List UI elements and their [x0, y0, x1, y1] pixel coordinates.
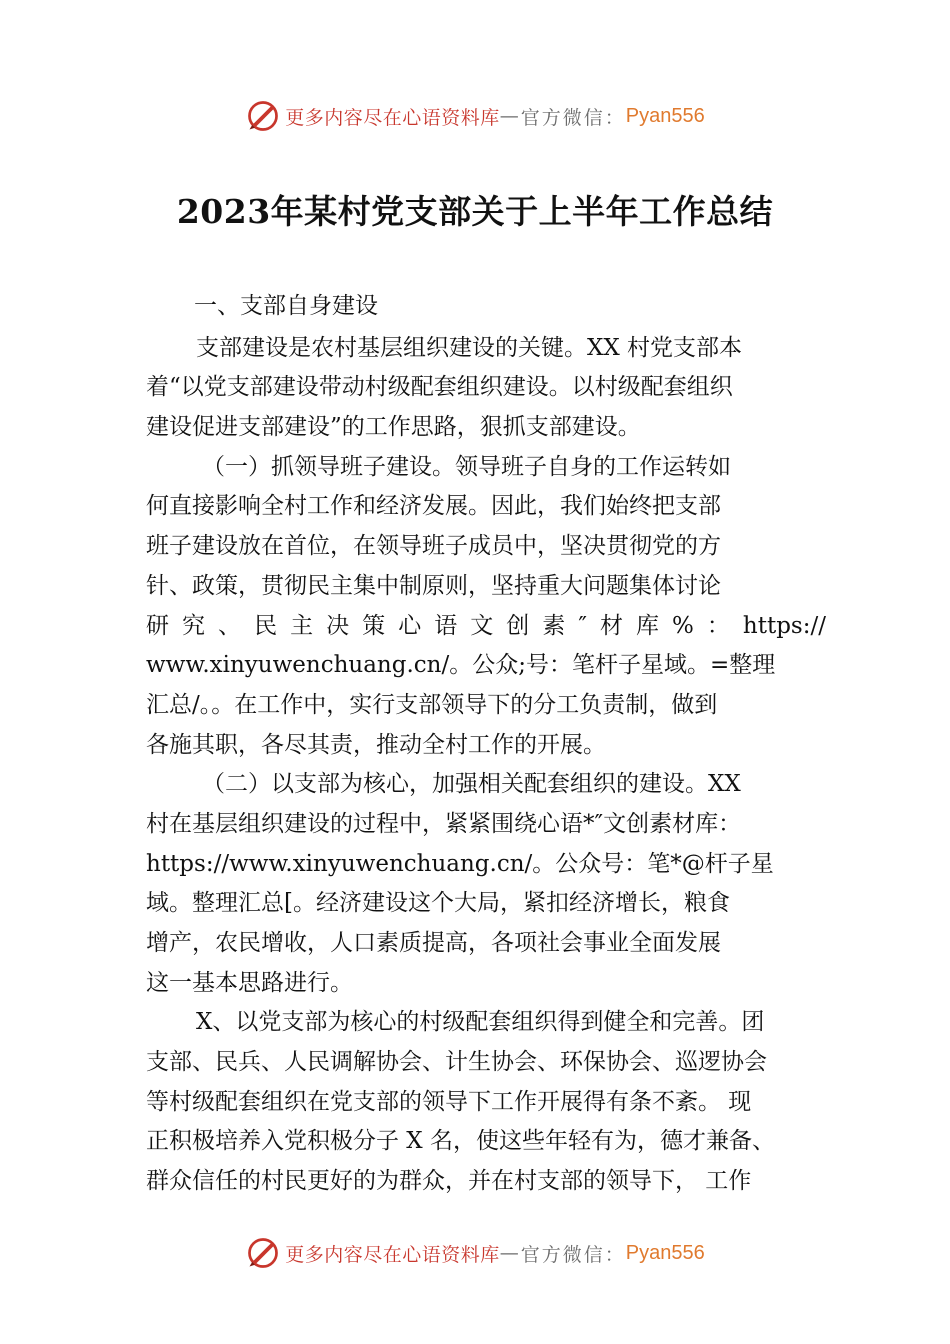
body-line: https://www.xinyuwenchuang.cn/。公众号：笔*@杆子星: [146, 850, 774, 877]
document-body: [146, 287, 826, 1202]
body-line: X、以党支部为核心的村级配套组织得到健全和完善。团: [196, 1009, 765, 1036]
watermark-banner-top: [0, 94, 950, 138]
body-line: 这一基本思路进行。: [146, 969, 353, 996]
body-line: 群众信任的村民更好的为群众，并在村支部的领导下， 工作: [146, 1168, 752, 1195]
pen-logo-icon: [245, 98, 281, 134]
body-line: 研究、民主决策心语文创素″材库%：https://: [146, 612, 826, 639]
body-line: 增产，农民增收，人口素质提高，各项社会事业全面发展: [146, 930, 721, 956]
banner-dash: —: [499, 1242, 521, 1264]
watermark-banner-bottom: [0, 1231, 950, 1275]
pen-logo-icon: [245, 1235, 281, 1271]
body-line: 班子建设放在首位，在领导班子成员中，坚决贯彻党的方: [146, 533, 721, 560]
banner-brand: 更多内容尽在心语资料库: [285, 106, 500, 129]
body-line: 村在基层组织建设的过程中，紧紧围绕心语*″文创素材库：: [146, 810, 742, 837]
body-line: 支部、民兵、人民调解协会、计生协会、环保协会、巡逻协会: [146, 1049, 767, 1076]
body-line: 支部建设是农村基层组织建设的关键。XX 村党支部本: [196, 334, 743, 361]
banner-wechat-id: Pyan556: [625, 1241, 705, 1264]
banner-wechat-id: Pyan556: [625, 104, 705, 127]
document-title: 2023年某村党支部关于上半年工作总结: [176, 192, 774, 231]
body-line: 着“以党支部建设带动村级配套组织建设。以村级配套组织: [146, 374, 733, 401]
body-line: 等村级配套组织在党支部的领导下工作开展得有条不紊。 现: [146, 1088, 752, 1115]
banner-wechat-label: 官方微信：: [520, 1243, 626, 1266]
banner-wechat-label: 官方微信：: [520, 106, 626, 129]
body-line: 各施其职，各尽其责，推动全村工作的开展。: [146, 731, 606, 758]
banner-dash: —: [499, 105, 521, 127]
body-line: （一）抓领导班子建设。领导班子自身的工作运转如: [202, 453, 731, 480]
body-line: （二）以支部为核心，加强相关配套组织的建设。XX: [202, 771, 741, 798]
body-line: 正积极培养入党积极分子 X 名，使这些年轻有为，德才兼备、: [146, 1128, 775, 1155]
body-line: www.xinyuwenchuang.cn/。公众;号：笔杆子星域。=整理: [146, 652, 776, 679]
body-line: 针、政策，贯彻民主集中制原则，坚持重大问题集体讨论: [146, 572, 721, 599]
banner-brand: 更多内容尽在心语资料库: [285, 1243, 500, 1266]
body-line: 汇总/。。在工作中，实行支部领导下的分工负责制，做到: [146, 691, 718, 718]
body-line: 域。整理汇总[。经济建设这个大局，紧扣经济增长，粮食: [146, 890, 730, 917]
body-line: 何直接影响全村工作和经济发展。因此，我们始终把支部: [146, 493, 721, 520]
body-line: 建设促进支部建设”的工作思路，狠抓支部建设。: [146, 414, 641, 441]
section-heading: 一、支部自身建设: [194, 293, 378, 319]
